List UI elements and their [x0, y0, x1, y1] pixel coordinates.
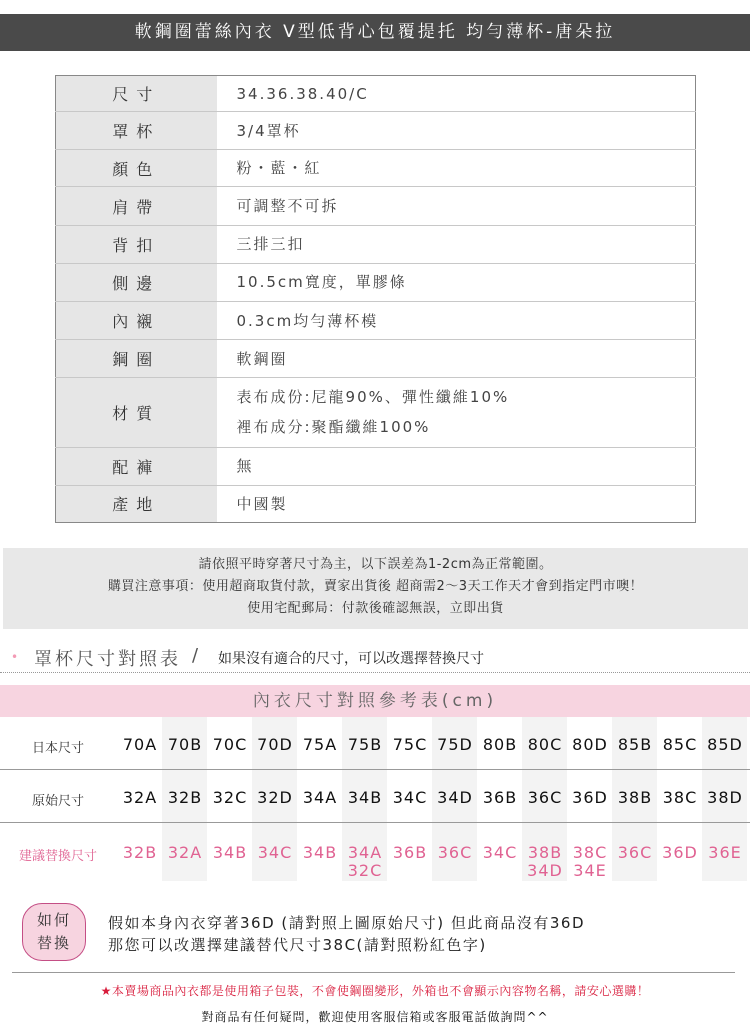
size-cell-line: 75C — [392, 735, 428, 754]
size-cell-line: 32C — [347, 861, 383, 880]
size-cell — [343, 736, 387, 754]
size-cell-line: 34D — [437, 788, 473, 807]
size-cell — [658, 736, 702, 754]
size-cell — [433, 789, 477, 807]
size-row — [0, 823, 750, 881]
size-cell-line: 80C — [527, 735, 563, 754]
spec-row — [56, 485, 696, 522]
size-cell — [703, 789, 747, 807]
page-title: 軟鋼圈蕾絲內衣 V型低背心包覆提托 均勻薄杯-唐朵拉 — [0, 14, 750, 51]
size-cell — [118, 789, 162, 807]
howto-text — [108, 912, 585, 956]
notice-box — [3, 548, 748, 629]
size-cell-line: 32D — [257, 788, 293, 807]
size-cell-line: 36D — [662, 843, 698, 862]
size-cell-line: 34E — [573, 861, 607, 880]
spec-value — [217, 112, 696, 150]
size-row-label: 日本尺寸 — [31, 741, 84, 756]
spec-row — [56, 301, 696, 339]
size-cell — [523, 736, 567, 754]
size-cell — [118, 736, 162, 754]
spec-value — [217, 225, 696, 263]
size-cell — [613, 789, 657, 807]
size-cell-line: 34B — [347, 788, 383, 807]
size-cell — [658, 789, 702, 807]
howto-badge-line-1: 如何 — [36, 911, 71, 929]
size-row — [0, 717, 750, 770]
spec-value-line: 10.5cm寬度，單膠條 — [236, 273, 407, 292]
spec-value-line: 表布成份:尼龍90%、彈性纖維10% — [236, 388, 510, 407]
size-cell — [163, 844, 207, 862]
spec-value — [217, 76, 696, 112]
spec-label: 側邊 — [56, 263, 217, 301]
howto-badge — [22, 903, 86, 961]
spec-value — [217, 378, 696, 447]
spec-value — [217, 447, 696, 485]
size-row — [0, 770, 750, 823]
spec-label: 背扣 — [56, 225, 217, 263]
size-cell-line: 85D — [707, 735, 743, 754]
divider — [12, 972, 735, 973]
size-cell — [163, 789, 207, 807]
spec-label: 尺寸 — [56, 76, 217, 112]
size-cell — [703, 736, 747, 754]
size-cell-line: 36C — [437, 843, 473, 862]
spec-value — [217, 263, 696, 301]
size-cell-line: 36B — [482, 788, 518, 807]
spec-table — [55, 75, 696, 523]
spec-label: 鋼圈 — [56, 340, 217, 378]
size-cell-line: 75A — [302, 735, 338, 754]
size-cell-line: 38D — [707, 788, 743, 807]
size-cell — [343, 844, 387, 880]
spec-value-line: 軟鋼圈 — [236, 349, 288, 368]
size-cell-line: 80B — [482, 735, 518, 754]
notice-line-2: 購買注意事項：使用超商取貨付款，賣家出貨後 超商需2～3天工作天才會到指定門市噢！ — [107, 579, 644, 594]
spec-value-line: 3/4罩杯 — [236, 121, 301, 140]
size-cell — [208, 736, 252, 754]
size-table-header: 內衣尺寸對照參考表(cm) — [0, 685, 750, 717]
size-cell-line: 32B — [122, 843, 158, 862]
size-cell — [388, 789, 432, 807]
size-cell-line: 32A — [167, 843, 203, 862]
spec-value-line: 粉・藍・紅 — [236, 159, 322, 178]
size-cell — [478, 844, 522, 862]
size-cell-line: 38C — [662, 788, 698, 807]
size-cell — [388, 844, 432, 862]
howto-line-2: 那您可以改選擇建議替代尺寸38C(請對照粉紅色字) — [108, 936, 487, 954]
size-row-label: 原始尺寸 — [31, 794, 84, 809]
spec-row — [56, 112, 696, 150]
size-cell — [568, 789, 612, 807]
notice-line-1: 請依照平時穿著尺寸為主，以下誤差為1-2cm為正常範圍。 — [198, 557, 553, 572]
size-cell-line: 36D — [572, 788, 608, 807]
spec-value — [217, 340, 696, 378]
size-cell-line: 75D — [437, 735, 473, 754]
size-cell — [343, 789, 387, 807]
size-cell — [703, 844, 747, 862]
spec-value-line: 無 — [236, 457, 254, 476]
size-cell — [298, 736, 342, 754]
howto-badge-line-2: 替換 — [36, 934, 71, 952]
size-cell — [163, 736, 207, 754]
spec-label: 材質 — [56, 378, 217, 447]
size-cell — [523, 789, 567, 807]
spec-value — [217, 187, 696, 225]
size-cell-line: 32C — [212, 788, 248, 807]
spec-value-line: 0.3cm均勻薄杯模 — [236, 311, 379, 330]
spec-label: 肩帶 — [56, 187, 217, 225]
size-cell — [208, 789, 252, 807]
section-title: 罩杯尺寸對照表 — [34, 649, 181, 670]
size-cell-line: 34A — [302, 788, 338, 807]
spec-label: 罩杯 — [56, 112, 217, 150]
howto-line-1: 假如本身內衣穿著36D (請對照上圖原始尺寸) 但此商品沒有36D — [108, 914, 586, 932]
size-cell — [253, 736, 297, 754]
size-cell-line: 32B — [167, 788, 203, 807]
spec-value — [217, 150, 696, 187]
spec-row — [56, 76, 696, 112]
section-slash: / — [192, 645, 199, 666]
spec-label: 顏色 — [56, 150, 217, 187]
spec-label: 配褲 — [56, 447, 217, 485]
size-cell — [433, 736, 477, 754]
size-section-heading — [0, 645, 750, 673]
size-cell-line: 34D — [527, 861, 563, 880]
size-cell — [478, 789, 522, 807]
size-cell-line: 70C — [212, 735, 248, 754]
spec-value-line: 可調整不可拆 — [236, 197, 339, 216]
spec-row — [56, 225, 696, 263]
size-cell — [433, 844, 477, 862]
spec-row — [56, 378, 696, 447]
size-cell-line: 38B — [527, 843, 563, 862]
size-table — [0, 717, 750, 881]
spec-value-line: 中國製 — [236, 494, 288, 513]
size-cell — [613, 844, 657, 862]
spec-value-line: 三排三扣 — [236, 235, 305, 254]
size-cell — [208, 844, 252, 862]
size-cell — [568, 844, 612, 880]
size-cell-line: 70D — [257, 735, 293, 754]
size-cell-line: 36C — [617, 843, 653, 862]
size-cell-line: 85C — [662, 735, 698, 754]
size-cell-line: 34C — [392, 788, 428, 807]
size-cell — [298, 844, 342, 862]
size-cell-line: 36E — [708, 843, 742, 862]
size-cell-line: 38B — [617, 788, 653, 807]
size-cell-line: 32A — [122, 788, 158, 807]
notice-line-3: 使用宅配郵局：付款後確認無誤，立即出貨 — [247, 601, 504, 616]
size-cell-line: 34C — [257, 843, 293, 862]
size-cell — [298, 789, 342, 807]
spec-value-line: 裡布成分:聚酯纖維100% — [236, 418, 431, 437]
spec-row — [56, 187, 696, 225]
size-cell-line: 85B — [617, 735, 653, 754]
size-cell — [568, 736, 612, 754]
size-cell-line: 34C — [482, 843, 518, 862]
packaging-notice: ★本賣場商品內衣都是使用箱子包裝，不會使鋼圈變形，外箱也不會顯示內容物名稱，請安心選購！ — [100, 984, 650, 998]
size-cell-line: 36B — [392, 843, 428, 862]
spec-row — [56, 447, 696, 485]
size-cell-line: 38C — [572, 843, 608, 862]
size-cell — [253, 844, 297, 862]
spec-row — [56, 340, 696, 378]
size-row-label: 建議替換尺寸 — [18, 849, 97, 864]
contact-notice: 對商品有任何疑問，歡迎使用客服信箱或客服電話做詢問^^ — [201, 1010, 549, 1024]
spec-value — [217, 485, 696, 522]
size-cell — [388, 736, 432, 754]
size-cell — [253, 789, 297, 807]
spec-row — [56, 263, 696, 301]
size-cell — [478, 736, 522, 754]
size-cell — [523, 844, 567, 880]
section-note: 如果沒有適合的尺寸，可以改選擇替換尺寸 — [218, 651, 484, 667]
size-cell-line: 36C — [527, 788, 563, 807]
size-cell-line: 75B — [347, 735, 383, 754]
spec-value-line: 34.36.38.40/C — [236, 84, 369, 103]
size-cell — [658, 844, 702, 862]
size-cell — [118, 844, 162, 862]
spec-value — [217, 301, 696, 339]
spec-label: 內襯 — [56, 301, 217, 339]
spec-label: 產地 — [56, 485, 217, 522]
spec-row — [56, 150, 696, 187]
size-cell-line: 80D — [572, 735, 608, 754]
size-cell-line: 34B — [302, 843, 338, 862]
bullet-dot-icon: • — [11, 650, 19, 664]
size-cell-line: 34A — [347, 843, 383, 862]
size-cell-line: 70A — [122, 735, 158, 754]
size-cell-line: 34B — [212, 843, 248, 862]
size-cell — [613, 736, 657, 754]
size-cell-line: 70B — [167, 735, 203, 754]
